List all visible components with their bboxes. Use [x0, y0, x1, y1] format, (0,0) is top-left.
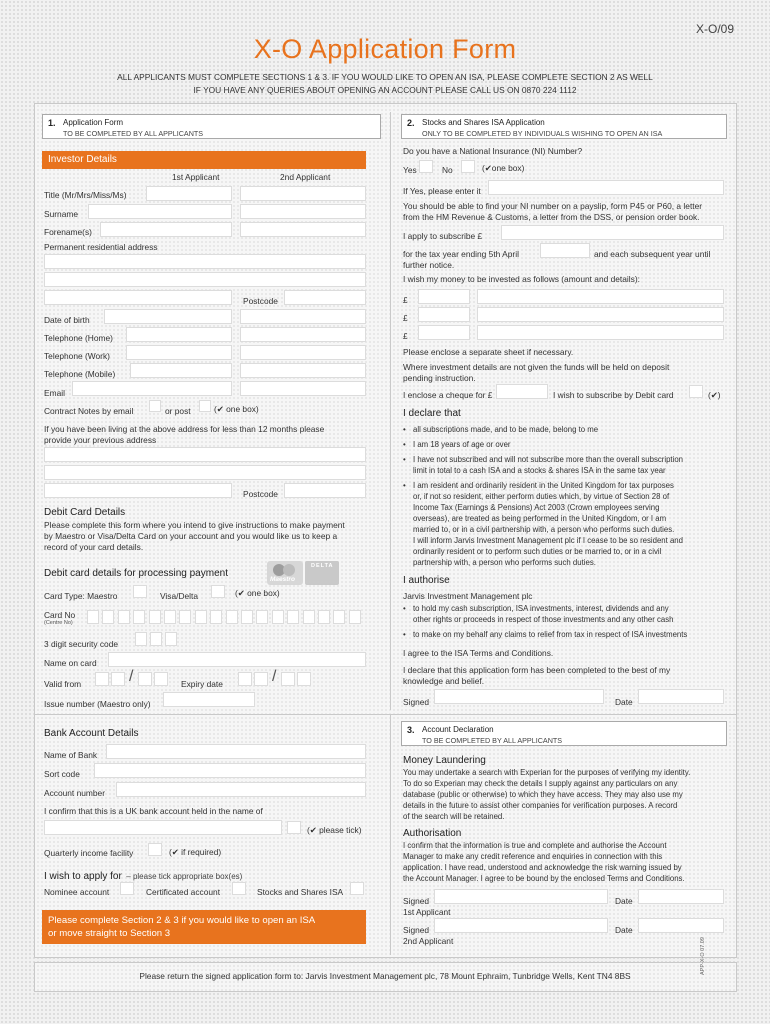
section3-subtitle: TO BE COMPLETED BY ALL APPLICANTS	[422, 736, 563, 745]
surname-label: Surname	[44, 209, 78, 219]
isa-signature-field[interactable]	[434, 689, 604, 704]
title-field-1[interactable]	[146, 186, 232, 201]
tel-mobile-field-2[interactable]	[240, 363, 366, 378]
subscribe-label: I apply to subscribe £	[403, 231, 483, 241]
second-applicant-sign-label: 2nd Applicant	[403, 936, 454, 946]
invest-pound-2: £	[403, 313, 408, 323]
signature-1-field[interactable]	[434, 889, 608, 904]
invest-details-3[interactable]	[477, 325, 724, 340]
email-field-1[interactable]	[72, 381, 232, 396]
contract-post-checkbox[interactable]	[199, 400, 211, 412]
authorise-company: Jarvis Investment Management plc	[403, 591, 533, 601]
date-2-field[interactable]	[638, 918, 724, 933]
debit-text-3: record of your card details.	[44, 542, 144, 552]
card-number-digit[interactable]	[210, 610, 222, 624]
address-label: Permanent residential address	[44, 242, 158, 252]
invest-amount-2[interactable]	[418, 307, 470, 322]
section1-header	[42, 114, 381, 139]
sort-code-label: Sort code	[44, 769, 80, 779]
card-number-digit[interactable]	[179, 610, 191, 624]
security-digit-2[interactable]	[150, 632, 162, 646]
authorise-title: I authorise	[403, 575, 450, 586]
account-holder-field[interactable]	[44, 820, 282, 835]
authorisation-title: Authorisation	[403, 828, 462, 839]
forenames-field-2[interactable]	[240, 222, 366, 237]
dob-field-1[interactable]	[104, 309, 232, 324]
header-instructions: ALL APPLICANTS MUST COMPLETE SECTIONS 1 & 3. IF YOU WOULD LIKE TO OPEN AN ISA, PLEASE COMPLETE SECTION 2 AS WELL	[117, 72, 653, 82]
authorise-item: • to make on my behalf any claims to relief from tax in respect of ISA investments	[403, 629, 687, 640]
section2-number: 2.	[407, 118, 415, 128]
delta-logo	[305, 561, 339, 585]
one-box-note: (✔ one box)	[214, 404, 259, 414]
card-number-digit[interactable]	[149, 610, 161, 624]
valid-from-y2[interactable]	[154, 672, 168, 686]
bank-name-field[interactable]	[106, 744, 366, 759]
section3-header	[401, 721, 727, 746]
page-title: X-O Application Form	[253, 34, 517, 64]
apply-for-label: I wish to apply for	[44, 871, 122, 882]
card-number-digit[interactable]	[195, 610, 207, 624]
address-line-1[interactable]	[44, 254, 366, 269]
prev-address-line-2[interactable]	[44, 465, 366, 480]
agree-terms: I agree to the ISA Terms and Conditions.	[403, 648, 554, 658]
each-year-label: and each subsequent year until	[594, 249, 711, 259]
forenames-field-1[interactable]	[100, 222, 232, 237]
invest-amount-1[interactable]	[418, 289, 470, 304]
declare-title: I declare that	[403, 408, 461, 419]
ni-yes-label: Yes	[403, 165, 417, 175]
name-on-card-field[interactable]	[108, 652, 366, 667]
certificated-label: Certificated account	[146, 887, 221, 897]
date-1-label: Date	[615, 896, 633, 906]
declare-complete-1: I declare that this application form has been completed to the best of my	[403, 665, 671, 675]
account-number-label: Account number	[44, 788, 105, 798]
declare-item: • I am 18 years of age or over	[403, 439, 511, 450]
stocks-isa-checkbox[interactable]	[350, 882, 364, 895]
debit-text-2: by Maestro or Visa/Delta Card on your account and you would like us to keep a	[44, 531, 338, 541]
sort-code-field[interactable]	[94, 763, 366, 778]
valid-from-y1[interactable]	[138, 672, 152, 686]
isa-banner-line-2: or move straight to Section 3	[48, 928, 171, 939]
security-code-label: 3 digit security code	[44, 639, 119, 649]
authorisation-line: application. I have read, understood and acknowledge the risk warning issued by	[403, 863, 682, 872]
tax-year-field[interactable]	[540, 243, 590, 258]
debit-card-subscribe-label: I wish to subscribe by Debit card	[553, 390, 674, 400]
date-1-field[interactable]	[638, 889, 724, 904]
investor-details-header: Investor Details	[42, 151, 366, 169]
expiry-m1[interactable]	[238, 672, 252, 686]
isa-instruction-banner	[42, 910, 366, 944]
valid-from-label: Valid from	[44, 679, 82, 689]
section3-title: Account Declaration	[422, 725, 494, 734]
prev-address-line-1[interactable]	[44, 447, 366, 462]
delta-logo-text: DELTA	[311, 563, 334, 569]
certificated-checkbox[interactable]	[232, 882, 246, 895]
tel-work-field-1[interactable]	[126, 345, 232, 360]
cheque-amount-field[interactable]	[496, 384, 548, 399]
tel-home-field-2[interactable]	[240, 327, 366, 342]
prev-address-text-2: provide your previous address	[44, 435, 157, 445]
tel-home-field-1[interactable]	[126, 327, 232, 342]
maestro-logo	[267, 561, 303, 585]
signature-2-field[interactable]	[434, 918, 608, 933]
authorisation-line: I confirm that the information is true and complete and authorise the Account	[403, 841, 667, 850]
stocks-isa-label: Stocks and Shares ISA	[257, 887, 344, 897]
lower-column-divider	[390, 715, 391, 955]
further-notice-label: further notice.	[403, 260, 455, 270]
signed-1-label: Signed	[403, 896, 430, 906]
expiry-m2[interactable]	[254, 672, 268, 686]
expiry-y2[interactable]	[297, 672, 311, 686]
deposit-note-2: pending instruction.	[403, 373, 476, 383]
expiry-y1[interactable]	[281, 672, 295, 686]
card-number-digit[interactable]	[241, 610, 253, 624]
prev-address-line-3[interactable]	[44, 483, 232, 498]
centre-no-label: (Centre No)	[44, 620, 73, 626]
prev-postcode-label: Postcode	[243, 489, 278, 499]
address-line-2[interactable]	[44, 272, 366, 287]
money-laundering-line: To do so Experian may check the details I supply against any particulars on any	[403, 779, 678, 788]
email-field-2[interactable]	[240, 381, 366, 396]
surname-field-1[interactable]	[88, 204, 232, 219]
postcode-field[interactable]	[284, 290, 366, 305]
card-one-box-note: (✔ one box)	[235, 588, 280, 598]
deposit-note-1: Where investment details are not given the funds will be held on deposit	[403, 362, 670, 372]
quarterly-checkbox[interactable]	[148, 843, 162, 856]
money-laundering-line: You may undertake a search with Experian for the purposes of verifying my identity.	[403, 768, 691, 777]
ni-help-1: You should be able to find your NI number on a payslip, form P45 or P60, a letter	[403, 201, 703, 211]
cheque-label: I enclose a cheque for £	[403, 390, 493, 400]
debit-text-1: Please complete this form where you intend to give instructions to make payment	[44, 520, 345, 530]
confirm-uk-checkbox[interactable]	[287, 821, 301, 834]
invest-pound-3: £	[403, 331, 408, 341]
authorisation-line: the Account Manager. I agree to be bound by the enclosed Terms and Conditions.	[403, 874, 685, 883]
header-queries: IF YOU HAVE ANY QUERIES ABOUT OPENING AN ACCOUNT PLEASE CALL US ON 0870 224 1112	[193, 85, 577, 95]
debit-card-title: Debit Card Details	[44, 507, 126, 518]
side-code: APP-X-O 07.09	[700, 937, 706, 975]
issue-number-label: Issue number (Maestro only)	[44, 699, 151, 709]
declare-item: • I have not subscribed and will not subscribe more than the overall subscription limit in total to a cash ISA and a stocks & shares ISA in the same tax year	[403, 454, 683, 476]
card-no-label: Card No	[44, 610, 76, 620]
bank-account-title: Bank Account Details	[44, 728, 139, 739]
visa-delta-label: Visa/Delta	[160, 591, 199, 601]
authorisation-line: Manager to make any credit reference and enquiries in connection with this	[403, 852, 663, 861]
confirm-uk-label: I confirm that this is a UK bank account held in the name of	[44, 806, 263, 816]
section3-number: 3.	[407, 725, 415, 735]
card-number-digit[interactable]	[303, 610, 315, 624]
section1-title: Application Form	[63, 118, 124, 127]
expiry-label: Expiry date	[181, 679, 223, 689]
forenames-label: Forename(s)	[44, 227, 92, 237]
debit-card-tick-note: (✔)	[708, 390, 721, 400]
valid-from-m2[interactable]	[111, 672, 125, 686]
ni-no-label: No	[442, 165, 453, 175]
address-line-3[interactable]	[44, 290, 232, 305]
section2-subtitle: ONLY TO BE COMPLETED BY INDIVIDUALS WISHING TO OPEN AN ISA	[422, 129, 663, 138]
card-number-digit[interactable]	[287, 610, 299, 624]
email-label: Email	[44, 388, 65, 398]
mid-divider	[34, 714, 737, 715]
contract-email-label: Contract Notes by email	[44, 406, 134, 416]
issue-number-field[interactable]	[163, 692, 255, 707]
card-number-digit[interactable]	[333, 610, 345, 624]
tel-mobile-label: Telephone (Mobile)	[44, 369, 116, 379]
tel-work-field-2[interactable]	[240, 345, 366, 360]
nominee-checkbox[interactable]	[120, 882, 134, 895]
prev-postcode-field[interactable]	[284, 483, 366, 498]
isa-date-label: Date	[615, 697, 633, 707]
contract-email-checkbox[interactable]	[149, 400, 161, 412]
debit-card-checkbox[interactable]	[689, 385, 703, 398]
or-post-label: or post	[165, 406, 191, 416]
dob-label: Date of birth	[44, 315, 90, 325]
section2-title: Stocks and Shares ISA Application	[422, 118, 545, 127]
card-number-digit[interactable]	[118, 610, 130, 624]
please-tick-note: (✔ please tick)	[307, 825, 362, 835]
second-applicant-label: 2nd Applicant	[280, 172, 331, 182]
ni-number-field[interactable]	[488, 180, 724, 195]
if-required-note: (✔ if required)	[169, 847, 222, 857]
invest-details-2[interactable]	[477, 307, 724, 322]
subscribe-amount-field[interactable]	[501, 225, 724, 240]
maestro-logo-text: Maestro	[270, 576, 295, 583]
first-applicant-sign-label: 1st Applicant	[403, 907, 451, 917]
card-type-maestro-checkbox[interactable]	[133, 585, 147, 598]
date-2-label: Date	[615, 925, 633, 935]
security-digit-3[interactable]	[165, 632, 177, 646]
name-on-card-label: Name on card	[44, 658, 97, 668]
title-field-2[interactable]	[240, 186, 366, 201]
card-number-digit[interactable]	[87, 610, 99, 624]
bank-name-label: Name of Bank	[44, 750, 98, 760]
card-number-digit[interactable]	[256, 610, 268, 624]
tel-mobile-field-1[interactable]	[130, 363, 232, 378]
isa-date-field[interactable]	[638, 689, 724, 704]
card-number-digit[interactable]	[226, 610, 238, 624]
section2-header	[401, 114, 727, 139]
ni-help-2: from the HM Revenue & Customs, a letter from the DSS, or pension order book.	[403, 212, 700, 222]
postcode-label: Postcode	[243, 296, 278, 306]
ni-enter-label: If Yes, please enter it	[403, 186, 481, 196]
money-laundering-line: database (public or otherwise) to which they have access. They may also use my	[403, 790, 683, 799]
invest-pound-1: £	[403, 295, 408, 305]
dob-field-2[interactable]	[240, 309, 366, 324]
card-type-visa-checkbox[interactable]	[211, 585, 225, 598]
security-digit-1[interactable]	[135, 632, 147, 646]
column-divider	[390, 112, 391, 710]
declare-item: • I am resident and ordinarily resident in the United Kingdom for tax purposes or, if not so resident, either perform duties which, by virtue of Section 28 of Income Tax (Earnings & Pensions) Act 2003 (Crown employees serving overseas), are treated as being performed in the United Kingdom, or I am married to, or in a civil partnership with, a person who performs such duties. I will inform Jarvis Investment Management plc if I cease to be so resident and ordinarily resident or to perform such duties or be married to, or in a civil partnership with, a person who performs such duties.	[403, 480, 683, 568]
card-number-digit[interactable]	[318, 610, 330, 624]
ni-yes-checkbox[interactable]	[419, 160, 433, 173]
money-laundering-title: Money Laundering	[403, 755, 486, 766]
account-number-field[interactable]	[116, 782, 366, 797]
tel-work-label: Telephone (Work)	[44, 351, 110, 361]
money-laundering-line: details in the future to assist other companies for verification purposes. A record	[403, 801, 678, 810]
tax-year-label: for the tax year ending 5th April	[403, 249, 519, 259]
expiry-slash: /	[272, 668, 277, 685]
signed-2-label: Signed	[403, 925, 430, 935]
first-applicant-label: 1st Applicant	[172, 172, 220, 182]
invest-details-1[interactable]	[477, 289, 724, 304]
authorise-item: • to hold my cash subscription, ISA investments, interest, dividends and any other rights or proceeds in respect of those investments and any other cash	[403, 603, 673, 625]
form-code: X-O/09	[695, 22, 734, 36]
section1-subtitle: TO BE COMPLETED BY ALL APPLICANTS	[63, 129, 204, 138]
return-address: Please return the signed application form to: Jarvis Investment Management plc, 78 Mount Ephraim, Tunbridge Wells, Kent TN4 8BS	[139, 971, 631, 981]
title-label: Title (Mr/Mrs/Miss/Ms)	[44, 190, 127, 200]
invest-amount-3[interactable]	[418, 325, 470, 340]
card-number-digit[interactable]	[102, 610, 114, 624]
section1-number: 1.	[48, 118, 56, 128]
quarterly-label: Quarterly income facility	[44, 848, 134, 858]
valid-from-m1[interactable]	[95, 672, 109, 686]
tel-home-label: Telephone (Home)	[44, 333, 113, 343]
isa-signed-label: Signed	[403, 697, 430, 707]
prev-address-text-1: If you have been living at the above address for less than 12 months please	[44, 424, 325, 434]
card-number-digit[interactable]	[272, 610, 284, 624]
apply-for-sub: – please tick appropriate box(es)	[126, 872, 243, 881]
surname-field-2[interactable]	[240, 204, 366, 219]
money-laundering-line: of the search will be retained.	[403, 812, 505, 821]
valid-from-slash: /	[129, 668, 134, 685]
declare-complete-2: knowledge and belief.	[403, 676, 485, 686]
card-type-label: Card Type: Maestro	[44, 591, 118, 601]
isa-banner-line-1: Please complete Section 2 & 3 if you would like to open an ISA	[48, 915, 316, 926]
apply-for-row	[44, 866, 242, 884]
card-number-digit[interactable]	[133, 610, 145, 624]
declare-item: • all subscriptions made, and to be made, belong to me	[403, 424, 598, 435]
card-number-digit[interactable]	[164, 610, 176, 624]
invest-as-label: I wish my money to be invested as follows (amount and details):	[403, 274, 640, 284]
separate-sheet-note: Please enclose a separate sheet if necessary.	[403, 347, 574, 357]
ni-one-box-note: (✔one box)	[482, 163, 525, 173]
nominee-label: Nominee account	[44, 887, 110, 897]
card-number-digit[interactable]	[349, 610, 361, 624]
ni-no-checkbox[interactable]	[461, 160, 475, 173]
ni-question: Do you have a National Insurance (NI) Number?	[403, 146, 583, 156]
debit-processing-title: Debit card details for processing payment	[44, 568, 228, 579]
